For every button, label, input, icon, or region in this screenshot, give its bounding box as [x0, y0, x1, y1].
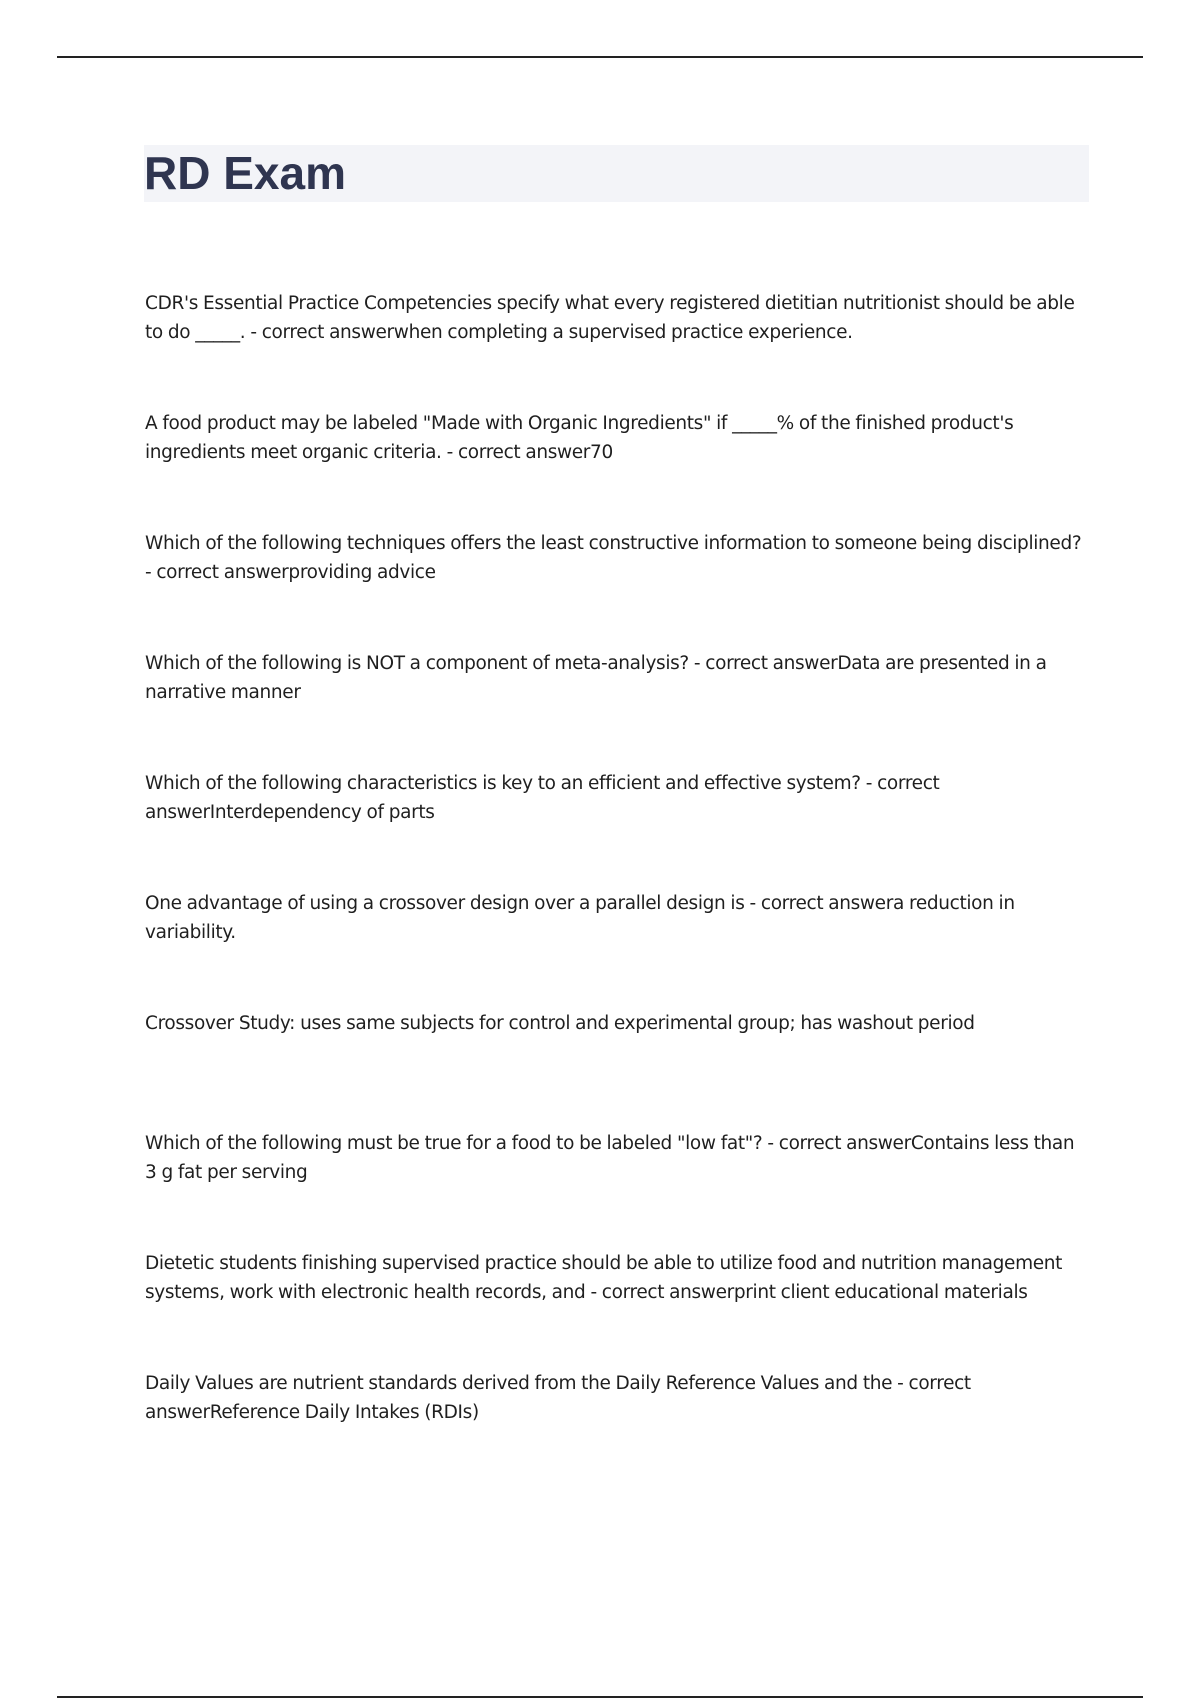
question-item-7 — [145, 1009, 1090, 1129]
question-text: One advantage of using a crossover design over a parallel design is - correct answera reduction in variability. — [145, 893, 1015, 943]
question-item-1 — [145, 289, 1090, 409]
question-text: Which of the following must be true for a food to be labeled "low fat"? - correct answerContains less than 3 g fat per serving — [145, 1133, 1075, 1183]
question-item-6 — [145, 889, 1090, 1009]
question-item-2 — [145, 409, 1090, 529]
title-bar — [144, 145, 1089, 202]
question-text: Which of the following techniques offers the least constructive information to someone being disciplined? - correct answerproviding advice — [145, 533, 1082, 583]
question-item-10 — [145, 1369, 1090, 1489]
question-text: CDR's Essential Practice Competencies specify what every registered dietitian nutritionist should be able to do _____. - correct answerwhen completing a supervised practice experience. — [145, 293, 1075, 343]
question-item-3 — [145, 529, 1090, 649]
bottom-rule — [57, 1696, 1143, 1698]
question-item-9 — [145, 1249, 1090, 1369]
question-text: Dietetic students finishing supervised practice should be able to utilize food and nutrition management systems, work with electronic health records, and - correct answerprint client educational materials — [145, 1253, 1063, 1303]
question-text: Daily Values are nutrient standards derived from the Daily Reference Values and the - correct answerReference Daily Intakes (RDIs) — [145, 1373, 971, 1423]
question-text: Which of the following is NOT a component of meta-analysis? - correct answerData are presented in a narrative manner — [145, 653, 1047, 703]
top-rule — [57, 56, 1143, 58]
question-item-4 — [145, 649, 1090, 769]
question-text: A food product may be labeled "Made with Organic Ingredients" if _____% of the finished product's ingredients meet organic criteria. - correct answer70 — [145, 413, 1014, 463]
page-title: RD Exam — [144, 147, 346, 199]
question-text: Crossover Study: uses same subjects for control and experimental group; has washout period — [145, 1013, 975, 1034]
question-list — [145, 289, 1090, 1489]
question-text: Which of the following characteristics is key to an efficient and effective system? - correct answerInterdependency of parts — [145, 773, 940, 823]
question-item-8 — [145, 1129, 1090, 1249]
question-item-5 — [145, 769, 1090, 889]
